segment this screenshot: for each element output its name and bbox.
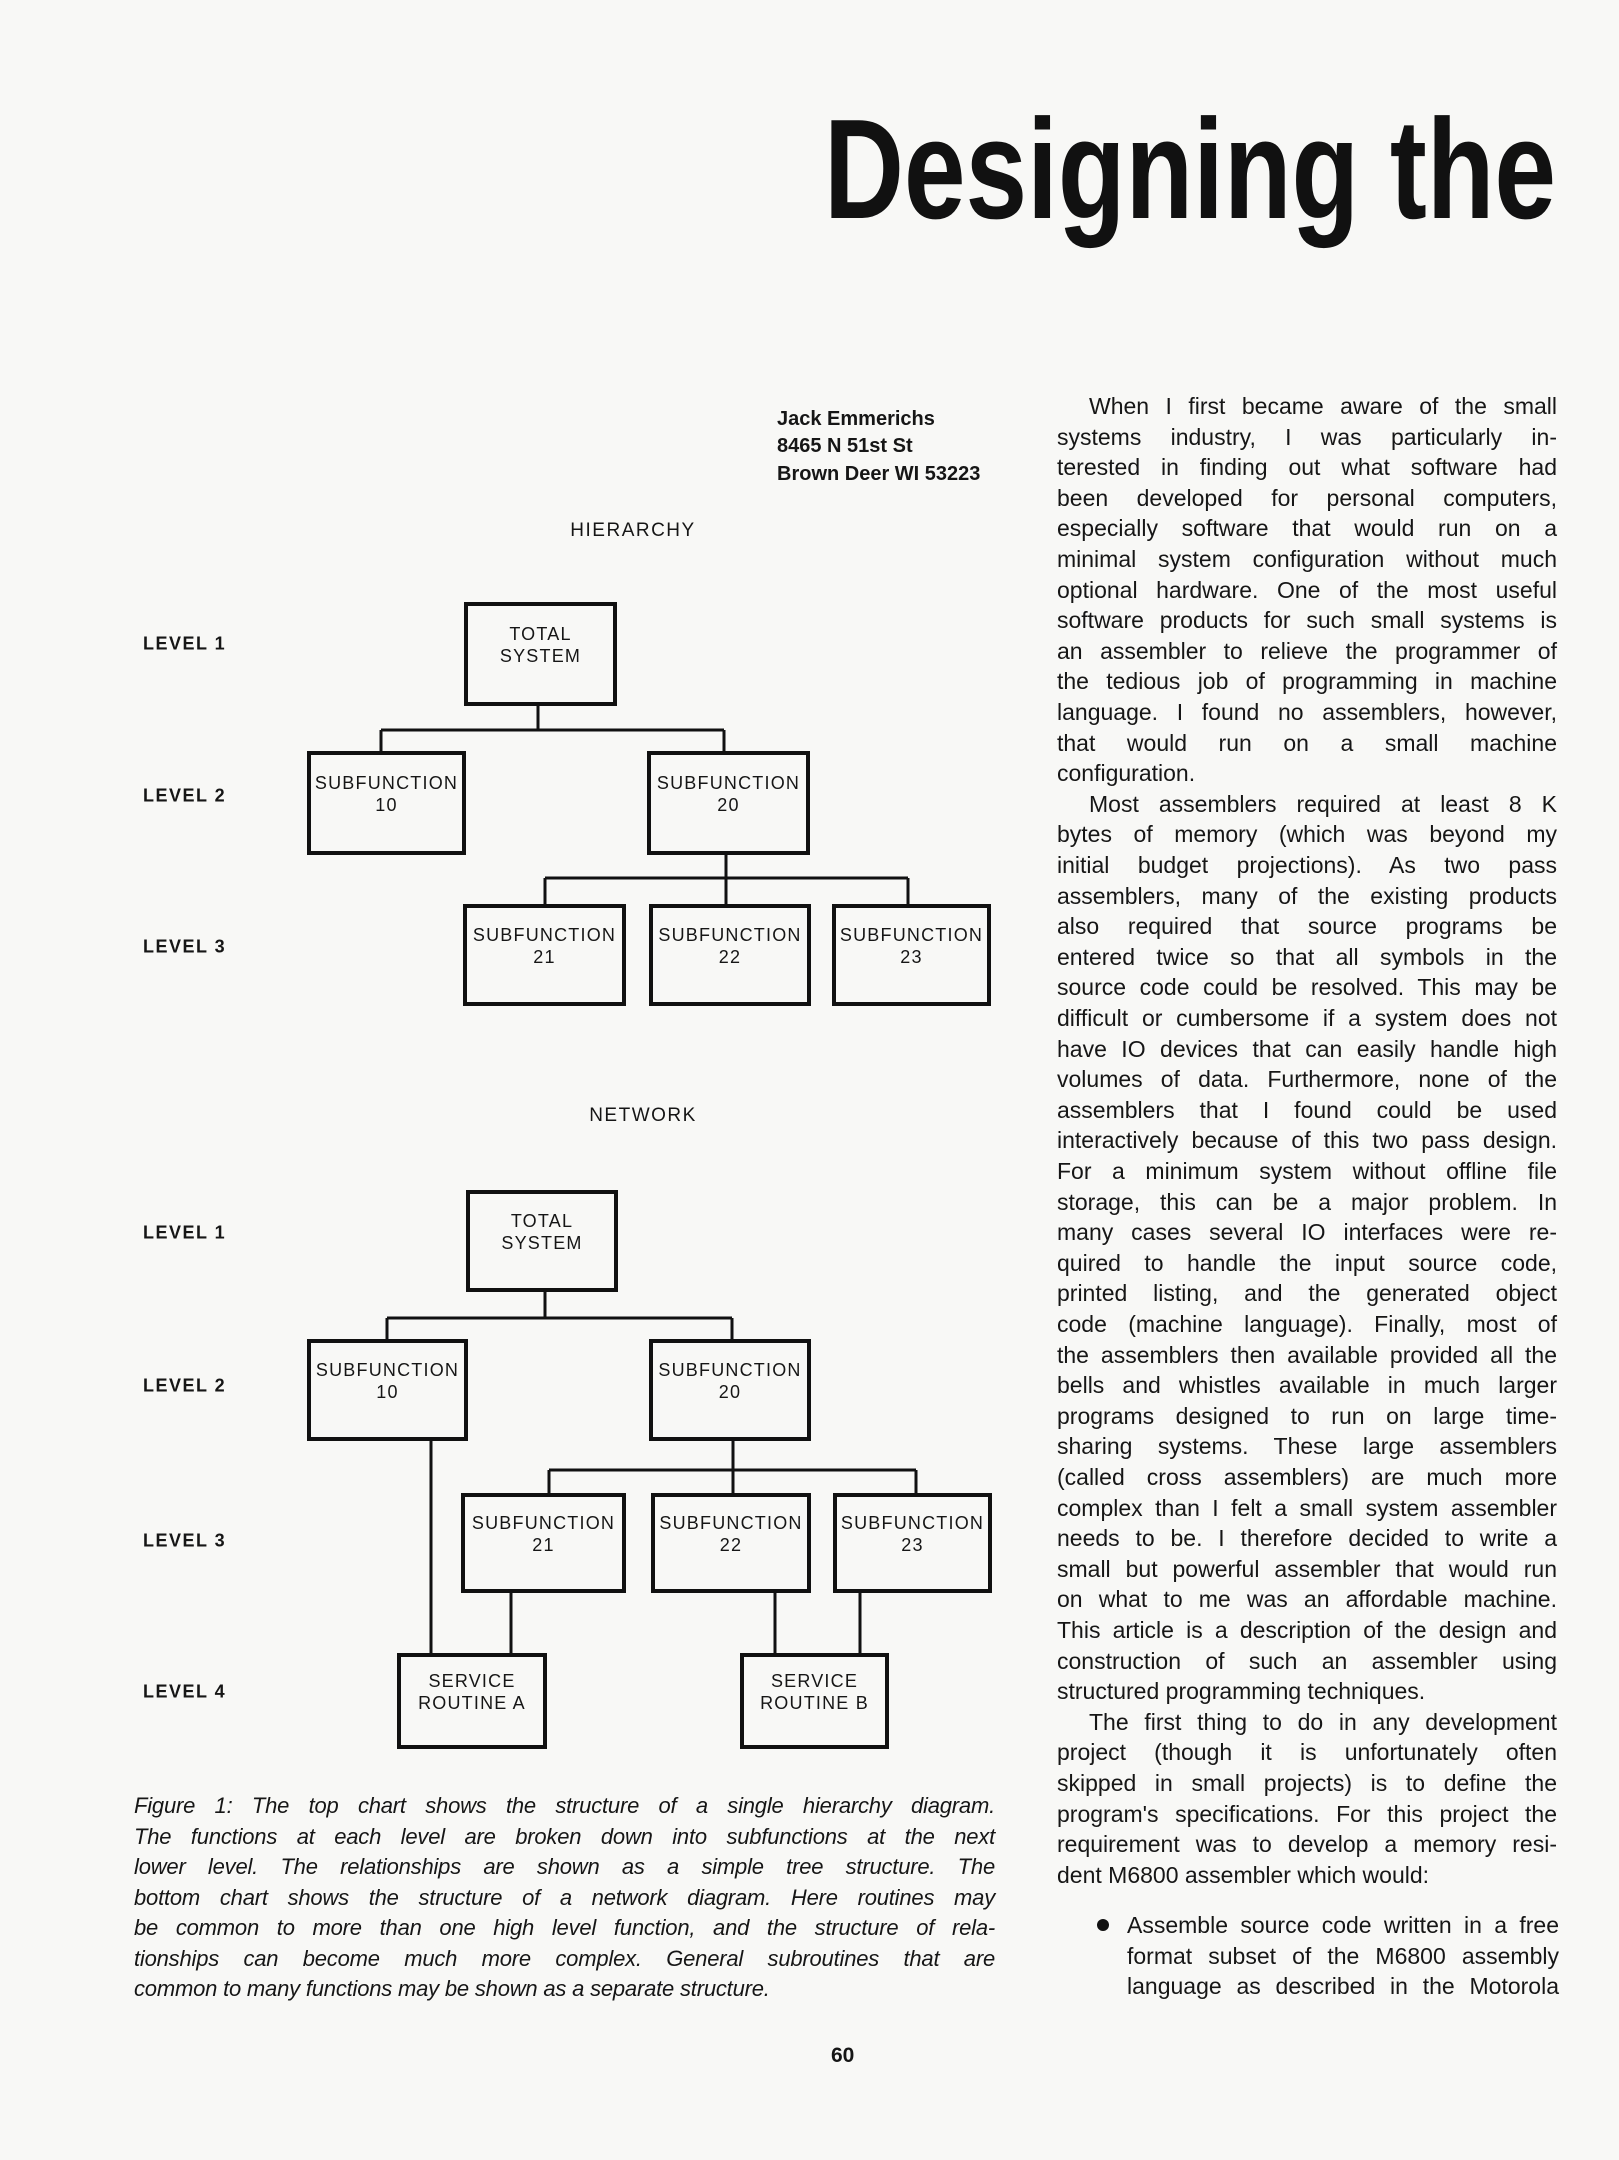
box-label-line2: SYSTEM — [499, 646, 582, 666]
box-label-line2: 10 — [376, 1382, 399, 1402]
network-box-subfunction-23 — [833, 1493, 992, 1593]
network-box-total-system — [466, 1190, 618, 1292]
body-line: storage, this can be a major problem. In — [1057, 1188, 1557, 1215]
box-label-line1: SUBFUNCTION — [659, 1513, 803, 1533]
hierarchy-box-subfunction-10 — [307, 751, 466, 855]
network-box-subfunction-21 — [461, 1493, 626, 1593]
body-line: especially software that would run on a — [1057, 515, 1557, 542]
box-label-line2: 20 — [717, 795, 740, 815]
body-line: quired to handle the input source code, — [1057, 1249, 1557, 1276]
bullet-icon — [1097, 1919, 1109, 1931]
body-line: terested in finding out what software had — [1057, 454, 1557, 481]
body-line: small but powerful assembler that would run — [1057, 1555, 1557, 1582]
caption-line: bottom chart shows the structure of a network diagram. Here routines may — [134, 1884, 995, 1910]
body-line: structured programming techniques. — [1057, 1678, 1426, 1705]
hierarchy-heading: HIERARCHY — [570, 520, 696, 541]
caption-line: tionships can become much more complex. General subroutines that are — [134, 1945, 995, 1971]
body-line: configuration. — [1057, 760, 1196, 787]
body-line: When I first became aware of the small — [1089, 393, 1557, 419]
box-label-line1: SUBFUNCTION — [472, 925, 617, 945]
caption-line: be common to more than one high level function, and the structure of rela- — [134, 1915, 995, 1940]
author-name: Jack Emmerichs — [777, 408, 935, 430]
box-label-line2: 21 — [532, 1535, 555, 1555]
article-title-text: Designing the — [824, 100, 1556, 249]
box-label-line1: SUBFUNCTION — [658, 1360, 802, 1380]
network-heading: NETWORK — [589, 1105, 697, 1126]
body-line: (called cross assemblers) are much more — [1057, 1464, 1557, 1490]
box-label-line2: 20 — [718, 1382, 742, 1402]
page-number: 60 — [831, 2044, 855, 2067]
body-line: assemblers that I found could be used — [1057, 1096, 1557, 1123]
box-label-line1: SUBFUNCTION — [658, 925, 802, 945]
network-box-subfunction-20 — [649, 1339, 811, 1441]
body-line: systems industry, I was particularly in- — [1057, 423, 1557, 450]
body-line: skipped in small projects) is to define the — [1057, 1770, 1557, 1796]
body-line: printed listing, and the generated object — [1057, 1280, 1557, 1307]
body-line: bytes of memory (which was beyond my — [1057, 821, 1557, 848]
body-line: bells and whistles available in much larger — [1057, 1372, 1557, 1399]
caption-line: The functions at each level are broken down into subfunctions at the next — [134, 1823, 995, 1849]
hierarchy-box-subfunction-23 — [832, 904, 991, 1006]
box-label-line2: 10 — [375, 795, 398, 815]
network-connector-level2 — [549, 1441, 916, 1493]
box-label-line2: 22 — [719, 1535, 743, 1555]
network-level-1-label: LEVEL 1 — [143, 1222, 227, 1243]
box-label-line2: 21 — [533, 947, 556, 967]
box-label-line1: SUBFUNCTION — [656, 773, 801, 793]
body-line: entered twice so that all symbols in the — [1057, 943, 1557, 970]
network-box-subfunction-10 — [307, 1339, 468, 1441]
body-line: code (machine language). Finally, most of — [1057, 1311, 1557, 1337]
body-line: interactively because of this two pass design. — [1057, 1127, 1557, 1154]
body-line: the assemblers then available provided all the — [1057, 1341, 1557, 1368]
box-label-line1: SUBFUNCTION — [314, 773, 459, 793]
body-line: programs designed to run on large time- — [1057, 1402, 1557, 1429]
hierarchy-level-2-label: LEVEL 2 — [143, 785, 227, 806]
body-line: project (though it is unfortunately often — [1057, 1739, 1557, 1766]
caption-line: common to many functions may be shown as a separate structure. — [134, 1976, 770, 2001]
body-line: construction of such an assembler using — [1057, 1647, 1557, 1674]
network-level-4-label: LEVEL 4 — [143, 1681, 227, 1702]
body-line: Most assemblers required at least 8 K — [1089, 790, 1557, 817]
body-line: sharing systems. These large assemblers — [1057, 1433, 1557, 1460]
box-label-line2: ROUTINE A — [418, 1693, 526, 1713]
body-line: software products for such small systems is — [1057, 607, 1557, 634]
body-line: an assembler to relieve the programmer of — [1057, 637, 1557, 664]
caption-line: lower level. The relationships are shown as a simple tree structure. The — [134, 1854, 995, 1879]
box-label-line1: SERVICE — [770, 1671, 859, 1691]
body-line: language. I found no assemblers, however, — [1057, 699, 1557, 725]
box-label-line1: SERVICE — [428, 1671, 516, 1691]
body-line: minimal system configuration without much — [1057, 546, 1557, 572]
author-city: Brown Deer WI 53223 — [777, 463, 981, 485]
body-line: also required that source programs be — [1057, 913, 1557, 940]
body-line: on what to me was an affordable machine. — [1057, 1586, 1557, 1613]
bullet-line: Assemble source code written in a free — [1127, 1912, 1559, 1938]
body-line: needs to be. I therefore decided to write a — [1057, 1525, 1557, 1552]
body-line: initial budget projections). As two pass — [1057, 852, 1557, 878]
body-line: volumes of data. Furthermore, none of the — [1057, 1066, 1557, 1093]
box-label-line1: SUBFUNCTION — [840, 1513, 985, 1533]
caption-line: Figure 1: The top chart shows the structure of a single hierarchy diagram. — [134, 1793, 995, 1818]
box-label-line1: SUBFUNCTION — [839, 925, 984, 945]
body-line: many cases several IO interfaces were re- — [1057, 1219, 1557, 1246]
box-label-line1: TOTAL — [510, 1211, 574, 1231]
body-line: source code could be resolved. This may be — [1057, 974, 1557, 1001]
network-level-2-label: LEVEL 2 — [143, 1375, 227, 1396]
box-label-line2: 23 — [901, 1535, 924, 1555]
hierarchy-connector-level2 — [545, 855, 908, 904]
body-line: The first thing to do in any development — [1089, 1708, 1557, 1735]
body-line: have IO devices that can easily handle high — [1057, 1035, 1557, 1062]
hierarchy-level-1-label: LEVEL 1 — [143, 633, 227, 654]
body-line: been developed for personal computers, — [1057, 484, 1557, 511]
body-line: This article is a description of the design and — [1057, 1617, 1557, 1643]
network-box-service-routine-a — [397, 1653, 547, 1749]
hierarchy-connector-level1 — [381, 706, 724, 751]
network-box-subfunction-22 — [651, 1493, 811, 1593]
author-street: 8465 N 51st St — [777, 435, 913, 457]
box-label-line1: SUBFUNCTION — [471, 1513, 616, 1533]
box-label-line2: 22 — [718, 947, 742, 967]
network-box-service-routine-b — [740, 1653, 889, 1749]
box-label-line2: 23 — [900, 947, 923, 967]
body-line: complex than I felt a small system assembler — [1057, 1494, 1557, 1521]
network-connector-level1 — [387, 1292, 732, 1339]
box-label-line1: TOTAL — [509, 624, 572, 644]
box-label-line2: ROUTINE B — [760, 1693, 869, 1713]
hierarchy-box-total-system — [464, 602, 617, 706]
network-level-3-label: LEVEL 3 — [143, 1530, 227, 1551]
body-line: assemblers, many of the existing products — [1057, 882, 1557, 909]
body-line: dent M6800 assembler which would: — [1057, 1861, 1430, 1888]
bullet-line: format subset of the M6800 assembly — [1127, 1942, 1559, 1969]
body-line: requirement was to develop a memory resi- — [1057, 1831, 1557, 1858]
body-line: difficult or cumbersome if a system does not — [1057, 1005, 1557, 1031]
body-line: For a minimum system without offline file — [1057, 1158, 1557, 1184]
body-line: that would run on a small machine — [1057, 729, 1557, 756]
hierarchy-box-subfunction-21 — [463, 904, 626, 1006]
body-line: the tedious job of programming in machine — [1057, 668, 1557, 695]
hierarchy-box-subfunction-22 — [649, 904, 811, 1006]
hierarchy-box-subfunction-20 — [647, 751, 810, 855]
box-label-line2: SYSTEM — [501, 1233, 583, 1253]
body-line: program's specifications. For this project the — [1057, 1800, 1557, 1827]
body-line: optional hardware. One of the most useful — [1057, 576, 1557, 603]
bullet-line: language as described in the Motorola — [1127, 1973, 1559, 2000]
hierarchy-level-3-label: LEVEL 3 — [143, 936, 227, 957]
box-label-line1: SUBFUNCTION — [315, 1360, 460, 1380]
